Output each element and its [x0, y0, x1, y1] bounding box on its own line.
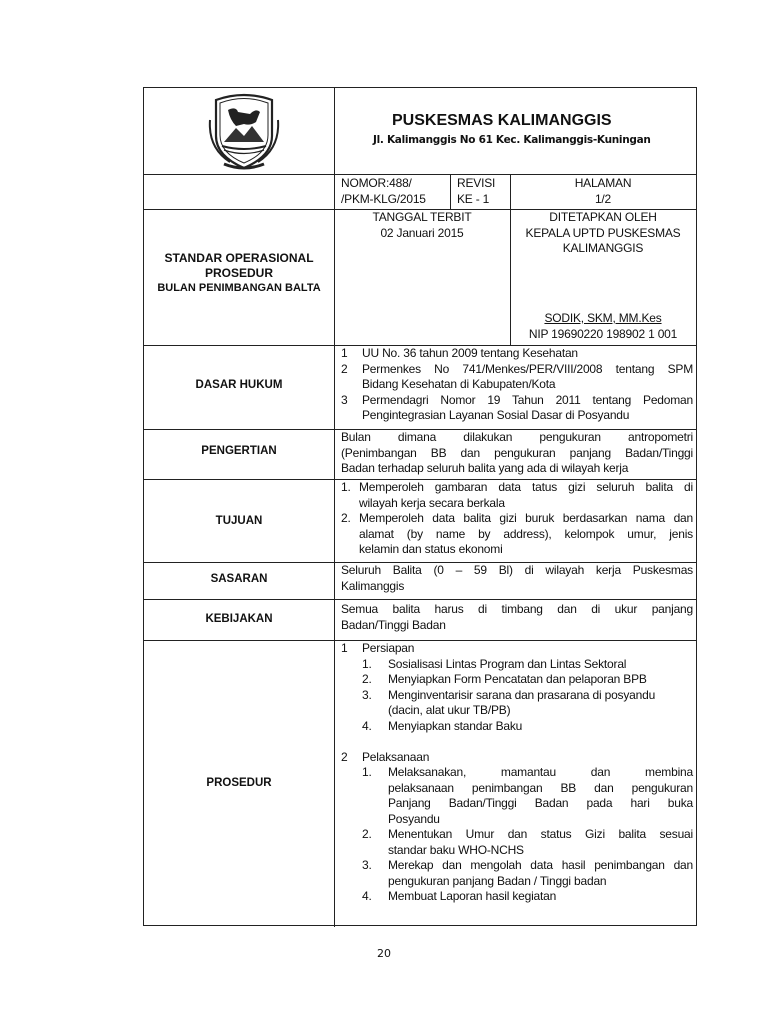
prosedur-step: 2. Menentukan Umur dan status Gizi balita sesuai standar baku WHO-NCHS	[362, 827, 693, 857]
label-pengertian: PENGERTIAN	[201, 445, 277, 457]
prosedur-group-title: 1 Persiapan	[341, 641, 415, 655]
kebijakan-text: Semua balita harus di timbang dan di ukur panjang Badan/Tinggi Badan	[341, 602, 693, 632]
label-tujuan: TUJUAN	[215, 515, 263, 527]
revisi-label: REVISI KE - 1	[457, 176, 496, 206]
sasaran-text: Seluruh Balita (0 – 59 Bl) di wilayah kerja Puskesmas Kalimanggis	[341, 563, 693, 593]
prosedur-step: 1. Sosialisasi Lintas Program dan Lintas Sektoral	[362, 656, 627, 671]
prosedur-step: 3. Merekap dan mengolah data hasil penimbangan dan pengukuran panjang Badan / Tinggi badan	[362, 858, 693, 888]
sop-document	[143, 87, 697, 926]
tujuan-list	[341, 480, 693, 558]
org-name: PUSKESMAS KALIMANGGIS	[392, 112, 612, 129]
ditetapkan-oleh: DITETAPKAN OLEH KEPALA UPTD PUSKESMAS KALIMANGGIS	[525, 210, 681, 255]
list-item: 3 Permendagri Nomor 19 Tahun 2011 tentang Pedoman Pengintegrasian Layanan Sosial Dasar di Posyandu	[341, 392, 693, 422]
nomor-label: NOMOR:488/ /PKM-KLG/2015	[341, 176, 426, 206]
label-kebijakan: KEBIJAKAN	[205, 613, 273, 625]
meta-divider	[450, 174, 451, 209]
prosedur-step: 3. Menginventarisir sarana dan prasarana di posyandu (dacin, alat ukur TB/PB)	[362, 687, 656, 717]
prosedur-step: 1. Melaksanakan, mamantau dan membina pelaksanaan penimbangan BB dan pengukuran Panjang Badan/Tinggi Badan pada hari buka Posyandu	[362, 765, 693, 826]
tanggal-terbit: TANGGAL TERBIT 02 Januari 2015	[372, 210, 472, 240]
list-item: 2 Permenkes No 741/Menkes/PER/VIII/2008 tentang SPM Bidang Kesehatan di Kabupaten/Kota	[341, 361, 693, 391]
kuningan-seal-icon	[204, 90, 284, 170]
row-divider	[144, 174, 696, 175]
prosedur-content	[341, 641, 693, 905]
page-number: 20	[377, 947, 391, 960]
prosedur-step: 4. Menyiapkan standar Baku	[362, 718, 523, 733]
org-address: Jl. Kalimanggis No 61 Kec. Kalimanggis-Kuningan	[373, 134, 651, 146]
label-prosedur: PROSEDUR	[206, 777, 272, 789]
sop-title: STANDAR OPERASIONAL PROSEDUR BULAN PENIMBANGAN BALTA	[157, 251, 321, 294]
halaman-label: HALAMAN 1/2	[574, 176, 632, 206]
signer: SODIK, SKM, MM.Kes NIP 19690220 198902 1 001	[528, 311, 678, 341]
prosedur-step: 2. Menyiapkan Form Pencatatan dan pelaporan BPB	[362, 672, 647, 686]
dasar-hukum-list	[341, 346, 693, 424]
pengertian-text: Bulan dimana dilakukan pengukuran antropometri (Penimbangan BB dan pengukuran panjang Badan/Tinggi Badan terhadap seluruh balita yang ada di wilayah kerja	[341, 430, 693, 475]
label-dasar-hukum: DASAR HUKUM	[195, 379, 283, 391]
row-divider	[144, 599, 696, 600]
prosedur-step: 4. Membuat Laporan hasil kegiatan	[362, 889, 557, 903]
prosedur-group-title: 2 Pelaksanaan	[341, 749, 430, 764]
list-item: 1 UU No. 36 tahun 2009 tentang Kesehatan	[341, 346, 578, 360]
list-item: 1. Memperoleh gambaran data tatus gizi seluruh balita di wilayah kerja secara berkala	[341, 480, 693, 510]
list-item: 2. Memperoleh data balita gizi buruk berdasarkan nama dan alamat (by name by address), kelompok umur, jenis kelamin dan status ekonomi	[341, 511, 693, 556]
label-sasaran: SASARAN	[210, 573, 268, 585]
